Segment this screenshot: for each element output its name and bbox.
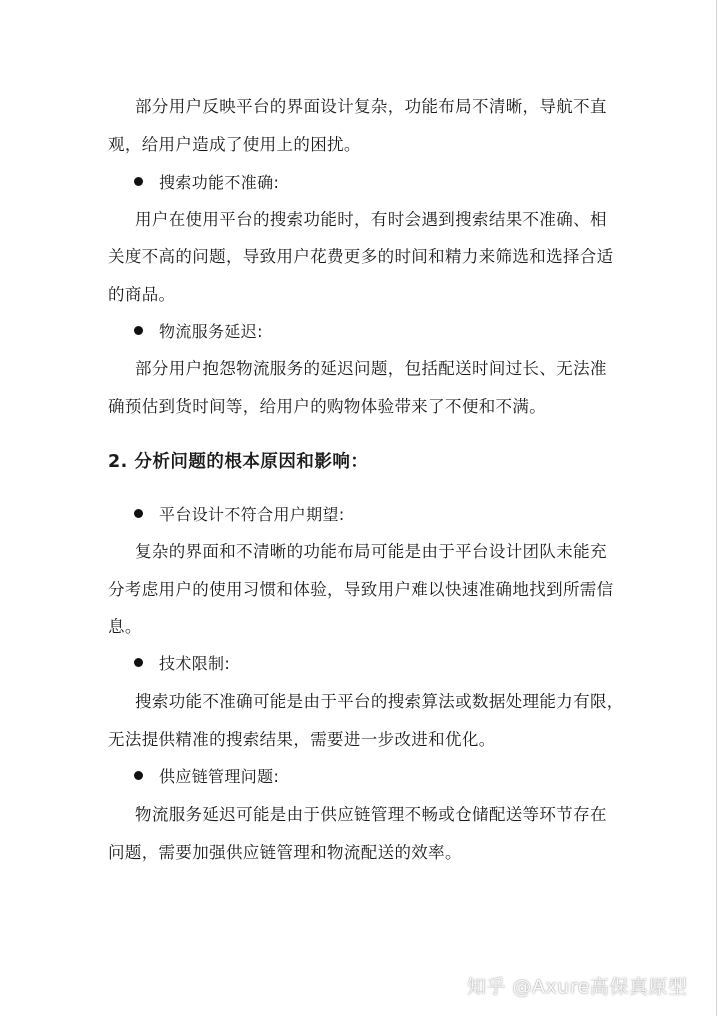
logistics-paragraph-line-2: 确预估到货时间等，给用户的购物体验带来了不便和不满。 [108,397,547,416]
bullet-dot-icon [134,658,143,667]
design-paragraph-line-2: 分考虑用户的使用习惯和体验，导致用户难以快速准确地找到所需信 [108,580,614,599]
supply-paragraph-line-1: 物流服务延迟可能是由于供应链管理不畅或仓储配送等环节存在 [135,805,607,824]
search-paragraph-line-1: 用户在使用平台的搜索功能时，有时会遇到搜索结果不准确、相 [135,210,607,229]
tech-paragraph-line-2: 无法提供精准的搜索结果，需要进一步改进和优化。 [108,730,496,749]
bullet-item-logistics [134,322,263,342]
intro-paragraph-line-1: 部分用户反映平台的界面设计复杂，功能布局不清晰，导航不直 [135,97,607,116]
bullet-item-tech [134,654,230,674]
bullet-dot-icon [134,326,143,335]
logistics-paragraph-line-1: 部分用户抱怨物流服务的延迟问题，包括配送时间过长、无法准 [135,359,607,378]
bullet-item-design [134,505,345,525]
design-paragraph-line-3: 息。 [108,617,142,636]
bullet-dot-icon [134,771,143,780]
bullet-label-logistics: 物流服务延迟: [159,322,263,341]
section-heading: 2. 分析问题的根本原因和影响： [108,452,369,472]
bullet-item-search [134,173,279,193]
intro-paragraph-line-2: 观，给用户造成了使用上的困扰。 [108,135,361,154]
bullet-label-design: 平台设计不符合用户期望: [159,505,345,524]
bullet-label-search: 搜索功能不准确: [159,173,280,192]
bullet-label-tech: 技术限制: [159,654,231,673]
bullet-dot-icon [134,509,143,518]
search-paragraph-line-3: 的商品。 [108,285,176,304]
tech-paragraph-line-1: 搜索功能不准确可能是由于平台的搜索算法或数据处理能力有限， [135,692,624,711]
design-paragraph-line-1: 复杂的界面和不清晰的功能布局可能是由于平台设计团队未能充 [135,542,607,561]
search-paragraph-line-2: 关度不高的问题，导致用户花费更多的时间和精力来筛选和选择合适 [108,247,614,266]
supply-paragraph-line-2: 问题，需要加强供应链管理和物流配送的效率。 [108,843,462,862]
bullet-dot-icon [134,177,143,186]
bullet-item-supply [134,767,279,787]
bullet-label-supply: 供应链管理问题: [159,767,280,786]
watermark-text: 知乎 @Axure高保真原型 [467,976,688,998]
